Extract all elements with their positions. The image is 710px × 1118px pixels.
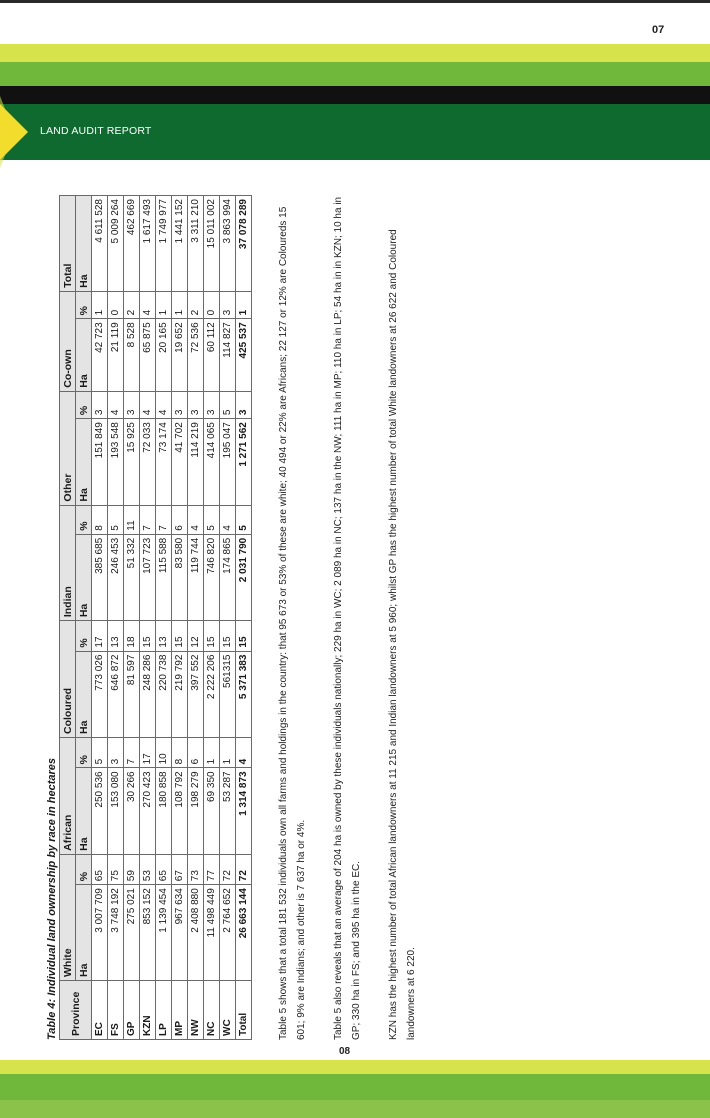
ha-cell: 21 119: [108, 319, 124, 391]
ha-cell: 19 652: [172, 319, 188, 391]
pct-cell: 13: [108, 621, 124, 651]
ha-cell: 11 498 449: [204, 885, 220, 981]
pct-cell: 4: [236, 738, 252, 768]
col-pct: %: [76, 391, 92, 418]
ha-cell: 174 865: [220, 534, 236, 620]
ha-cell: 26 663 144: [236, 885, 252, 981]
col-pct: %: [76, 854, 92, 884]
col-ha: Ha: [76, 651, 92, 737]
pct-cell: 72: [220, 854, 236, 884]
pct-cell: 65: [92, 854, 108, 884]
province-cell: GP: [124, 981, 140, 1040]
col-ha: Ha: [76, 419, 92, 505]
pct-cell: 8: [172, 738, 188, 768]
ha-cell: 3 007 709: [92, 885, 108, 981]
pct-cell: 3: [124, 391, 140, 418]
table-row: [156, 196, 172, 1040]
pct-cell: 4: [188, 505, 204, 534]
ha-cell: 115 588: [156, 534, 172, 620]
col-group-african: African: [60, 738, 76, 855]
pct-cell: 5: [236, 505, 252, 534]
pct-cell: 4: [108, 391, 124, 418]
ha-cell: 53 287: [220, 768, 236, 854]
pct-cell: 3: [108, 738, 124, 768]
pct-cell: 77: [204, 854, 220, 884]
ha-cell: 2 031 790: [236, 534, 252, 620]
ha-cell: 425 537: [236, 319, 252, 391]
ha-cell: 69 350: [204, 768, 220, 854]
table-row: [220, 196, 236, 1040]
pct-cell: 0: [204, 291, 220, 318]
ha-cell: 414 065: [204, 419, 220, 505]
ha-cell: 3 863 994: [220, 196, 236, 292]
ha-cell: 1 749 977: [156, 196, 172, 292]
pct-cell: 13: [156, 621, 172, 651]
ha-cell: 1 441 152: [172, 196, 188, 292]
pct-cell: 8: [92, 505, 108, 534]
table-body: [92, 196, 252, 1040]
pct-cell: 3: [188, 391, 204, 418]
pct-cell: 3: [204, 391, 220, 418]
paragraph-1: Table 5 shows that a total 181 532 individuals own all farms and holdings in the country: that 95 673 or 53% of these are white; 40 494 or 22% are Africans; 22 127 or 12% are Coloureds 15 601; 9% are Indians; and other is 7 637 ha or 4%.: [278, 206, 307, 1040]
pct-cell: 3: [92, 391, 108, 418]
col-pct: %: [76, 738, 92, 768]
ha-cell: 151 849: [92, 419, 108, 505]
ha-cell: 1 314 873: [236, 768, 252, 854]
col-group-coown: Co-own: [60, 291, 76, 391]
ha-cell: 2 222 206: [204, 651, 220, 737]
ha-cell: 746 820: [204, 534, 220, 620]
paragraph-2: Table 5 also reveals that an average of 204 ha is owned by these individuals nationally; 229 ha in WC; 2 089 ha in NC; 137 ha in the NW; 111 ha in MP; 110 ha in LP; 54 ha in in KZN; 10 ha in GP; 330 ha in FS; and 395 ha in the EC.: [333, 196, 362, 1040]
pct-cell: 18: [124, 621, 140, 651]
ha-cell: 853 152: [140, 885, 156, 981]
pct-cell: 3: [172, 391, 188, 418]
ha-cell: 30 266: [124, 768, 140, 854]
col-ha: Ha: [76, 319, 92, 391]
pct-cell: 72: [236, 854, 252, 884]
ha-cell: 275 021: [124, 885, 140, 981]
ha-cell: 72 033: [140, 419, 156, 505]
pct-cell: 3: [220, 291, 236, 318]
ha-cell: 248 286: [140, 651, 156, 737]
col-group-total: Total: [60, 196, 76, 292]
table-total-row: [236, 196, 252, 1040]
ha-cell: 81 597: [124, 651, 140, 737]
pct-cell: 65: [156, 854, 172, 884]
province-cell: EC: [92, 981, 108, 1040]
ha-cell: 51 332: [124, 534, 140, 620]
pct-cell: 73: [188, 854, 204, 884]
pct-cell: 5: [220, 391, 236, 418]
col-ha: Ha: [76, 196, 92, 292]
pct-cell: 5: [108, 505, 124, 534]
ha-cell: 4 611 528: [92, 196, 108, 292]
ha-cell: 193 548: [108, 419, 124, 505]
ha-cell: 60 112: [204, 319, 220, 391]
header-band-light: [0, 44, 710, 62]
table-caption: Table 4: Individual land ownership by race in hectares: [46, 757, 58, 1040]
ha-cell: 462 669: [124, 196, 140, 292]
ha-cell: 220 738: [156, 651, 172, 737]
ha-cell: 3 311 210: [188, 196, 204, 292]
pct-cell: 5: [204, 505, 220, 534]
header-band-dark: [0, 86, 710, 104]
table-row: [92, 196, 108, 1040]
pct-cell: 7: [156, 505, 172, 534]
pct-cell: 15: [236, 621, 252, 651]
col-pct: %: [76, 505, 92, 534]
col-group-white: White: [60, 854, 76, 980]
pct-cell: 1: [156, 291, 172, 318]
province-cell: WC: [220, 981, 236, 1040]
province-cell: KZN: [140, 981, 156, 1040]
ha-cell: 114 827: [220, 319, 236, 391]
col-province: Province: [60, 981, 92, 1040]
col-group-coloured: Coloured: [60, 621, 76, 738]
pct-cell: 0: [108, 291, 124, 318]
ha-cell: 270 423: [140, 768, 156, 854]
content-page-number: 08: [339, 1046, 351, 1057]
pct-cell: 2: [124, 291, 140, 318]
table-header-row: [60, 196, 76, 1040]
province-cell: NW: [188, 981, 204, 1040]
ha-cell: 1 617 493: [140, 196, 156, 292]
ha-cell: 42 723: [92, 319, 108, 391]
pct-cell: 12: [188, 621, 204, 651]
footer-band-strip: [0, 1100, 710, 1118]
pct-cell: 1: [92, 291, 108, 318]
pct-cell: 67: [172, 854, 188, 884]
province-cell: FS: [108, 981, 124, 1040]
ha-cell: 15 925: [124, 419, 140, 505]
ha-cell: 108 792: [172, 768, 188, 854]
ha-cell: 119 744: [188, 534, 204, 620]
pct-cell: 2: [188, 291, 204, 318]
ha-cell: 1 271 562: [236, 419, 252, 505]
province-cell: MP: [172, 981, 188, 1040]
header-band-mid: [0, 62, 710, 86]
pct-cell: 4: [140, 291, 156, 318]
ha-cell: 5 371 383: [236, 651, 252, 737]
col-pct: %: [76, 291, 92, 318]
pct-cell: 3: [236, 391, 252, 418]
ha-cell: 2 764 652: [220, 885, 236, 981]
pct-cell: 11: [124, 505, 140, 534]
pct-cell: 59: [124, 854, 140, 884]
pct-cell: 15: [204, 621, 220, 651]
province-cell: Total: [236, 981, 252, 1040]
land-ownership-table: [59, 195, 252, 1040]
table-row: [188, 196, 204, 1040]
pct-cell: 17: [92, 621, 108, 651]
ha-cell: 107 723: [140, 534, 156, 620]
pct-cell: 10: [156, 738, 172, 768]
pct-cell: 1: [236, 291, 252, 318]
ha-cell: 20 165: [156, 319, 172, 391]
ha-cell: 1 139 454: [156, 885, 172, 981]
col-ha: Ha: [76, 534, 92, 620]
pct-cell: 53: [140, 854, 156, 884]
col-ha: Ha: [76, 768, 92, 854]
table-row: [204, 196, 220, 1040]
ha-cell: 773 026: [92, 651, 108, 737]
ha-cell: 153 080: [108, 768, 124, 854]
ha-cell: 561315: [220, 651, 236, 737]
rotated-content: [40, 190, 680, 1040]
ha-cell: 5 009 264: [108, 196, 124, 292]
pct-cell: 6: [188, 738, 204, 768]
ha-cell: 114 219: [188, 419, 204, 505]
col-pct: %: [76, 621, 92, 651]
province-cell: NC: [204, 981, 220, 1040]
header-triangle: [0, 104, 28, 160]
pct-cell: 5: [92, 738, 108, 768]
ha-cell: 967 634: [172, 885, 188, 981]
ha-cell: 73 174: [156, 419, 172, 505]
ha-cell: 37 078 289: [236, 196, 252, 292]
ha-cell: 15 011 002: [204, 196, 220, 292]
table-row: [140, 196, 156, 1040]
ha-cell: 83 580: [172, 534, 188, 620]
pct-cell: 1: [204, 738, 220, 768]
pct-cell: 15: [220, 621, 236, 651]
pct-cell: 6: [172, 505, 188, 534]
ha-cell: 250 536: [92, 768, 108, 854]
ha-cell: 2 408 880: [188, 885, 204, 981]
table-row: [172, 196, 188, 1040]
ha-cell: 195 047: [220, 419, 236, 505]
ha-cell: 72 536: [188, 319, 204, 391]
ha-cell: 65 875: [140, 319, 156, 391]
pct-cell: 4: [156, 391, 172, 418]
ha-cell: 246 453: [108, 534, 124, 620]
table-row: [108, 196, 124, 1040]
province-cell: LP: [156, 981, 172, 1040]
pct-cell: 1: [172, 291, 188, 318]
paragraph-3: KZN has the highest number of total African landowners at 11 215 and Indian landowners at 5 960; whilst GP has the highest number of total White landowners at 26 622 and Coloured landowners at 6 220.: [388, 229, 417, 1040]
ha-cell: 219 792: [172, 651, 188, 737]
col-group-other: Other: [60, 391, 76, 505]
footer-band-light: [0, 1060, 710, 1074]
pct-cell: 4: [140, 391, 156, 418]
pct-cell: 75: [108, 854, 124, 884]
ha-cell: 180 858: [156, 768, 172, 854]
ha-cell: 3 748 192: [108, 885, 124, 981]
ha-cell: 646 872: [108, 651, 124, 737]
pct-cell: 15: [172, 621, 188, 651]
pct-cell: 15: [140, 621, 156, 651]
header-title: LAND AUDIT REPORT: [40, 125, 152, 137]
table-subheader-row: [76, 196, 92, 1040]
pct-cell: 7: [140, 505, 156, 534]
ha-cell: 385 685: [92, 534, 108, 620]
ha-cell: 41 702: [172, 419, 188, 505]
table-row: [124, 196, 140, 1040]
top-rule: [0, 0, 710, 3]
ha-cell: 8 528: [124, 319, 140, 391]
pct-cell: 4: [220, 505, 236, 534]
pct-cell: 1: [220, 738, 236, 768]
pct-cell: 7: [124, 738, 140, 768]
pct-cell: 17: [140, 738, 156, 768]
col-ha: Ha: [76, 885, 92, 981]
ha-cell: 397 552: [188, 651, 204, 737]
col-group-indian: Indian: [60, 505, 76, 621]
ha-cell: 198 279: [188, 768, 204, 854]
